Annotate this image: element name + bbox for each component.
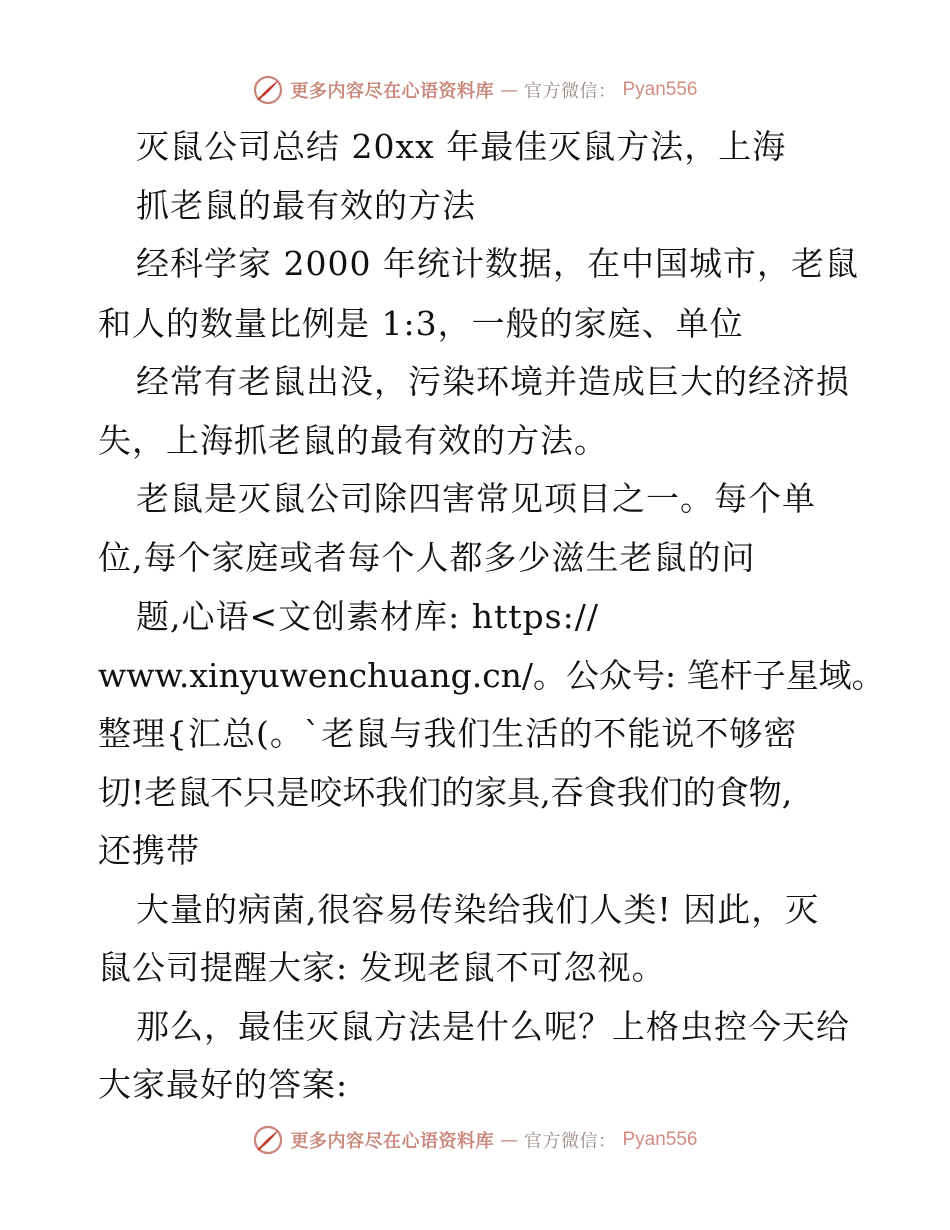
paragraph-line: 切!老鼠不只是咬坏我们的家具,吞食我们的食物, bbox=[98, 773, 793, 812]
paragraph-line: 抓老鼠的最有效的方法 bbox=[136, 186, 476, 225]
header-watermark bbox=[0, 70, 950, 110]
paragraph-line: 还携带 bbox=[98, 831, 200, 870]
paragraph-line: 和人的数量比例是 1:3，一般的家庭、单位 bbox=[98, 304, 744, 343]
watermark-text: 更多内容尽在心语资料库 bbox=[290, 81, 494, 102]
wechat-id: Pyan556 bbox=[622, 79, 698, 100]
quill-logo-icon bbox=[252, 74, 284, 106]
wechat-id: Pyan556 bbox=[622, 1129, 698, 1150]
paragraph-line: 经科学家 2000 年统计数据，在中国城市，老鼠 bbox=[136, 244, 859, 283]
paragraph-line: 灭鼠公司总结 20xx 年最佳灭鼠方法，上海 bbox=[136, 127, 787, 166]
paragraph-line: 老鼠是灭鼠公司除四害常见项目之一。每个单 bbox=[136, 479, 816, 518]
watermark-text: 更多内容尽在心语资料库 bbox=[290, 1131, 494, 1152]
paragraph-line: 整理{汇总(。`老鼠与我们生活的不能说不够密 bbox=[98, 714, 798, 753]
paragraph-line: 鼠公司提醒大家: 发现老鼠不可忽视。 bbox=[98, 948, 666, 987]
paragraph-line: 大量的病菌,很容易传染给我们人类! 因此，灭 bbox=[136, 890, 820, 929]
paragraph-line: 大家最好的答案: bbox=[98, 1065, 349, 1104]
watermark-dash: — bbox=[499, 79, 518, 101]
paragraph-line: www.xinyuwenchuang.cn/。公众号: 笔杆子星域。 bbox=[98, 656, 885, 695]
paragraph-line: 那么，最佳灭鼠方法是什么呢？上格虫控今天给 bbox=[136, 1007, 850, 1046]
wechat-label: 官方微信： bbox=[523, 81, 617, 102]
watermark-dash: — bbox=[499, 1129, 518, 1151]
quill-logo-icon bbox=[252, 1124, 284, 1156]
paragraph-line: 失，上海抓老鼠的最有效的方法。 bbox=[98, 421, 608, 460]
paragraph-line: 题,心语<文创素材库: https:// bbox=[136, 597, 599, 636]
paragraph-line: 位,每个家庭或者每个人都多少滋生老鼠的问 bbox=[98, 538, 756, 577]
footer-watermark bbox=[0, 1120, 950, 1160]
wechat-label: 官方微信： bbox=[523, 1131, 617, 1152]
paragraph-line: 经常有老鼠出没，污染环境并造成巨大的经济损 bbox=[136, 362, 850, 401]
